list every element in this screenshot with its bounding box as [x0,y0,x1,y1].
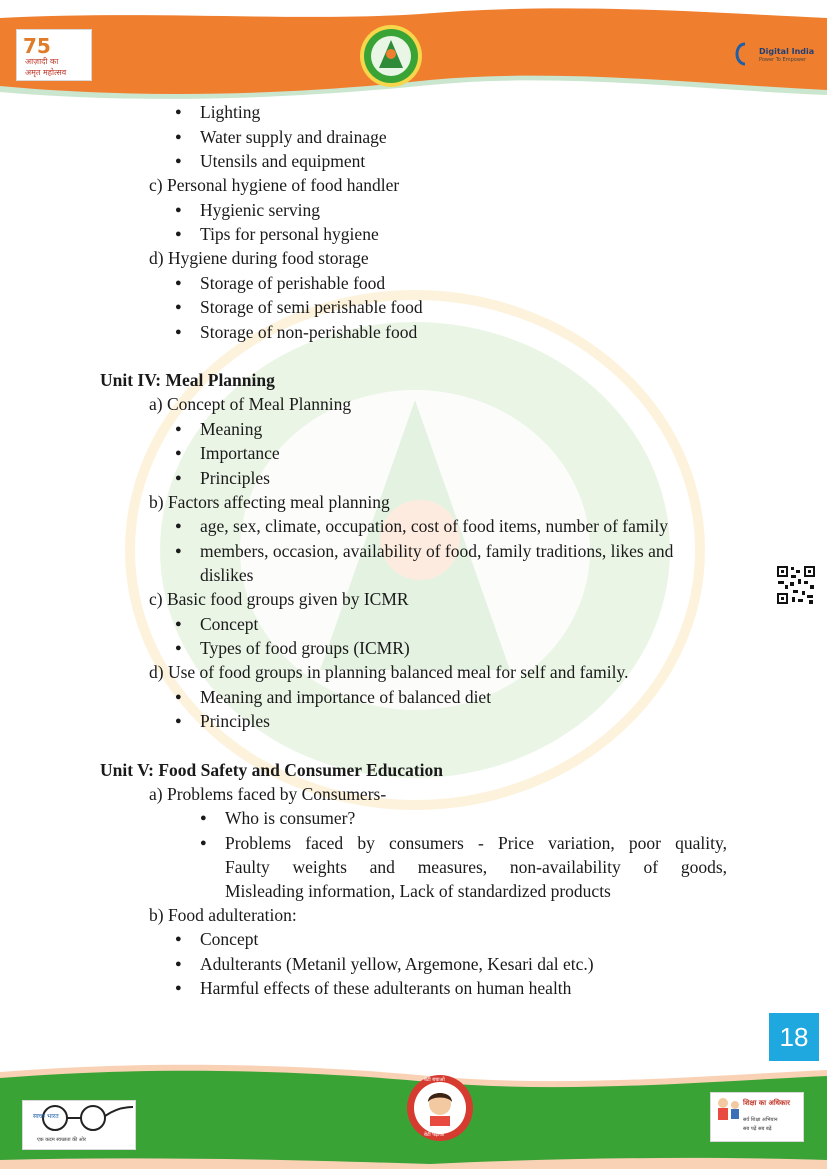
list-item-continuation: Misleading information, Lack of standardized products [225,881,611,901]
list-item: ● Meaning [200,419,262,439]
unit-heading: Unit IV: Meal Planning [100,370,275,390]
list-item: ● Hygienic serving [200,200,320,220]
list-item: ● Importance [200,443,280,463]
list-item-continuation: Faulty weights and measures, non-availability of goods, [225,857,727,877]
qr-code-icon[interactable] [776,565,816,605]
list-item: ● Concept [200,929,258,949]
swachh-bharat-logo: स्वच्छ भारत एक कदम स्वच्छता की ओर [22,1100,136,1150]
list-item: ● age, sex, climate, occupation, cost of food items, number of family [200,516,668,536]
list-item: ● Principles [200,468,270,488]
subsection-heading: d) Hygiene during food storage [149,248,369,268]
list-item: ● members, occasion, availability of food, family traditions, likes and [200,541,673,561]
subsection-heading: a) Problems faced by Consumers- [149,784,387,804]
list-item: ● Tips for personal hygiene [200,224,379,244]
list-item: ● Concept [200,614,258,634]
digital-india-logo: Digital India Power To Empower [735,42,815,68]
subsection-heading: a) Concept of Meal Planning [149,394,352,414]
sarva-shiksha-abhiyan-logo: शिक्षा का अधिकार सर्व शिक्षा अभियान सब पढ़ें सब बढ़ें [710,1092,804,1142]
list-item-continuation: dislikes [200,565,254,585]
azadi-ka-amrit-mahotsav-logo: 75 आज़ादी का अमृत महोत्सव [16,29,92,81]
subsection-heading: b) Factors affecting meal planning [149,492,390,512]
list-item: ● Problems faced by consumers - Price variation, poor quality, [225,833,727,853]
subsection-heading: c) Basic food groups given by ICMR [149,589,409,609]
unit-heading: Unit V: Food Safety and Consumer Education [100,760,443,780]
subsection-heading: c) Personal hygiene of food handler [149,175,400,195]
list-item: ● Who is consumer? [225,808,355,828]
list-item: ● Storage of non-perishable food [200,322,417,342]
list-item: ● Storage of semi perishable food [200,297,423,317]
subsection-heading: d) Use of food groups in planning balanced meal for self and family. [149,662,629,682]
list-item: ● Adulterants (Metanil yellow, Argemone, Kesari dal etc.) [200,954,594,974]
list-item: ● Principles [200,711,270,731]
list-item: ● Water supply and drainage [200,127,387,147]
list-item: ● Utensils and equipment [200,151,365,171]
list-item: ● Meaning and importance of balanced diet [200,687,491,707]
list-item: ● Lighting [200,102,260,122]
list-item: ● Harmful effects of these adulterants on human health [200,978,571,998]
list-item: ● Storage of perishable food [200,273,385,293]
page-number: 18 [769,1013,819,1061]
list-item: ● Types of food groups (ICMR) [200,638,410,658]
subsection-heading: b) Food adulteration: [149,905,297,925]
